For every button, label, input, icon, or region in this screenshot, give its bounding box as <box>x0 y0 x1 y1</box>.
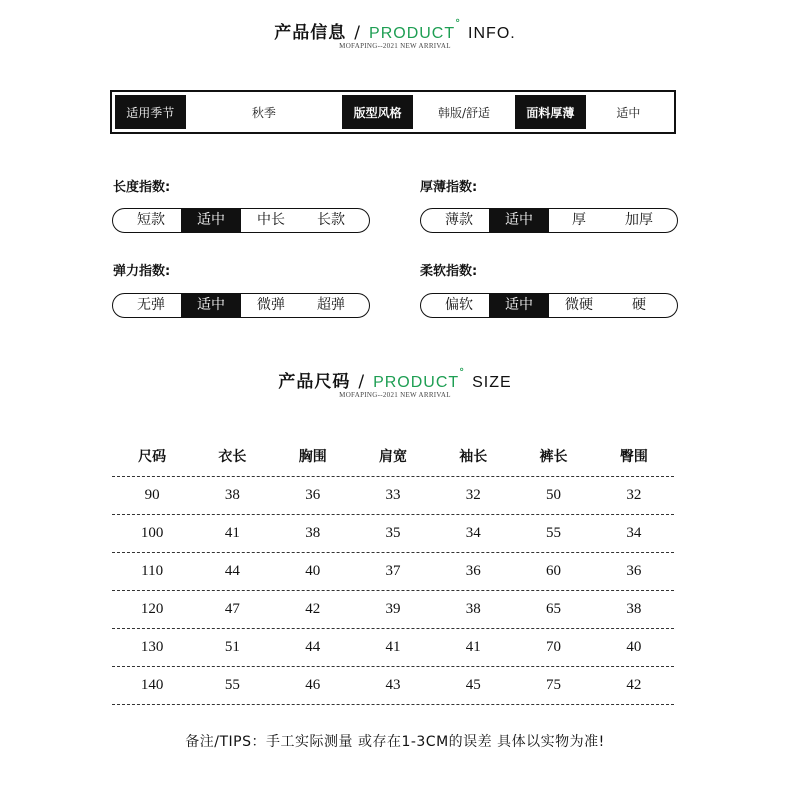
table-cell: 120 <box>140 601 164 617</box>
fabric-value: 适中 <box>616 105 641 120</box>
fabric-label: 面料厚薄 <box>515 95 586 129</box>
table-cell: 34 <box>626 525 642 541</box>
table-cell: 55 <box>224 677 240 693</box>
product-size-title <box>0 367 790 392</box>
title-slash: / <box>354 23 362 43</box>
table-cell: 38 <box>626 601 642 617</box>
header-cell: 尺码 <box>138 449 167 465</box>
table-cell: 100 <box>140 525 164 541</box>
softness-option: 适中 <box>489 294 549 317</box>
length-index-label: 长度指数: <box>113 180 171 195</box>
title-suffix: INFO. <box>468 25 516 42</box>
thickness-option: 厚 <box>572 212 586 228</box>
table-cell: 42 <box>305 601 321 617</box>
table-cell: 75 <box>546 677 562 693</box>
product-info-title <box>0 18 790 43</box>
table-row <box>112 514 674 552</box>
table-cell: 34 <box>465 525 481 541</box>
table-cell: 41 <box>224 525 240 541</box>
size-table <box>112 436 674 705</box>
table-row <box>112 552 674 590</box>
product-info-subtitle: MOFAPING--2021 NEW ARRIVAL <box>339 42 451 50</box>
table-cell: 140 <box>140 677 164 693</box>
table-cell: 55 <box>546 525 562 541</box>
table-cell: 44 <box>305 639 321 655</box>
softness-option: 偏软 <box>445 297 473 313</box>
size-title-suffix: SIZE <box>472 374 512 391</box>
thickness-index-label: 厚薄指数: <box>420 180 478 195</box>
table-row <box>112 476 674 514</box>
season-label: 适用季节 <box>115 95 186 129</box>
elasticity-option: 微弹 <box>257 297 285 313</box>
length-option: 中长 <box>257 212 285 228</box>
elasticity-index-scale <box>112 293 370 318</box>
header-cell: 袖长 <box>459 449 488 465</box>
header-cell: 衣长 <box>218 449 247 465</box>
season-value: 秋季 <box>251 105 276 120</box>
table-cell: 65 <box>546 601 562 617</box>
title-en: PRODUCT <box>369 25 456 42</box>
style-value: 韩版/舒适 <box>437 105 491 120</box>
table-cell: 36 <box>465 563 481 579</box>
table-cell: 44 <box>224 563 240 579</box>
table-cell: 41 <box>385 639 401 655</box>
header-cell: 胸围 <box>298 449 327 465</box>
header-cell: 肩宽 <box>378 449 407 465</box>
table-row <box>112 590 674 628</box>
table-cell: 41 <box>465 639 481 655</box>
size-title-cn: 产品尺码 <box>278 372 351 392</box>
size-title-en: PRODUCT <box>373 374 460 391</box>
table-body <box>112 476 674 705</box>
softness-option: 微硬 <box>565 297 593 313</box>
tips-note: 备注/TIPS：手工实际测量 或存在1-3CM的误差 具体以实物为准! <box>185 734 605 750</box>
table-cell: 36 <box>305 487 321 503</box>
softness-index-scale <box>420 293 678 318</box>
product-size-subtitle: MOFAPING--2021 NEW ARRIVAL <box>339 391 451 399</box>
table-cell: 38 <box>465 601 481 617</box>
table-cell: 42 <box>626 677 642 693</box>
table-cell: 32 <box>626 487 642 503</box>
table-cell: 32 <box>465 487 481 503</box>
elasticity-option: 超弹 <box>317 297 345 313</box>
table-cell: 70 <box>546 639 562 655</box>
title-mark: ° <box>455 18 462 29</box>
length-option: 短款 <box>137 212 165 228</box>
title-cn: 产品信息 <box>274 23 347 43</box>
table-cell: 36 <box>626 563 642 579</box>
info-box <box>110 90 676 134</box>
elasticity-option: 无弹 <box>137 297 165 313</box>
table-cell: 43 <box>385 677 401 693</box>
table-header <box>112 436 674 476</box>
size-title-slash: / <box>358 372 366 392</box>
table-cell: 51 <box>224 639 240 655</box>
header-cell: 裤长 <box>539 449 568 465</box>
thickness-option: 加厚 <box>625 212 653 228</box>
table-cell: 35 <box>385 525 401 541</box>
table-cell: 110 <box>141 563 164 579</box>
table-cell: 45 <box>465 677 481 693</box>
style-label: 版型风格 <box>342 95 413 129</box>
table-cell: 38 <box>305 525 321 541</box>
table-cell: 39 <box>385 601 401 617</box>
thickness-option: 适中 <box>489 209 549 232</box>
table-cell: 50 <box>546 487 562 503</box>
table-cell: 40 <box>305 563 321 579</box>
softness-index-label: 柔软指数: <box>420 264 478 279</box>
length-index-scale <box>112 208 370 233</box>
elasticity-index-label: 弹力指数: <box>113 264 171 279</box>
table-row <box>112 628 674 666</box>
size-title-mark: ° <box>459 367 466 378</box>
table-cell: 40 <box>626 639 642 655</box>
table-cell: 37 <box>385 563 401 579</box>
softness-option: 硬 <box>632 297 646 313</box>
table-row <box>112 666 674 705</box>
length-option: 适中 <box>181 209 241 232</box>
table-cell: 47 <box>224 601 240 617</box>
table-cell: 33 <box>385 487 401 503</box>
table-cell: 90 <box>144 487 160 503</box>
thickness-index-scale <box>420 208 678 233</box>
table-cell: 38 <box>224 487 240 503</box>
elasticity-option: 适中 <box>181 294 241 317</box>
table-cell: 46 <box>305 677 321 693</box>
thickness-option: 薄款 <box>445 212 473 228</box>
table-cell: 60 <box>546 563 562 579</box>
length-option: 长款 <box>317 212 345 228</box>
header-cell: 臀围 <box>619 449 648 465</box>
table-cell: 130 <box>140 639 164 655</box>
